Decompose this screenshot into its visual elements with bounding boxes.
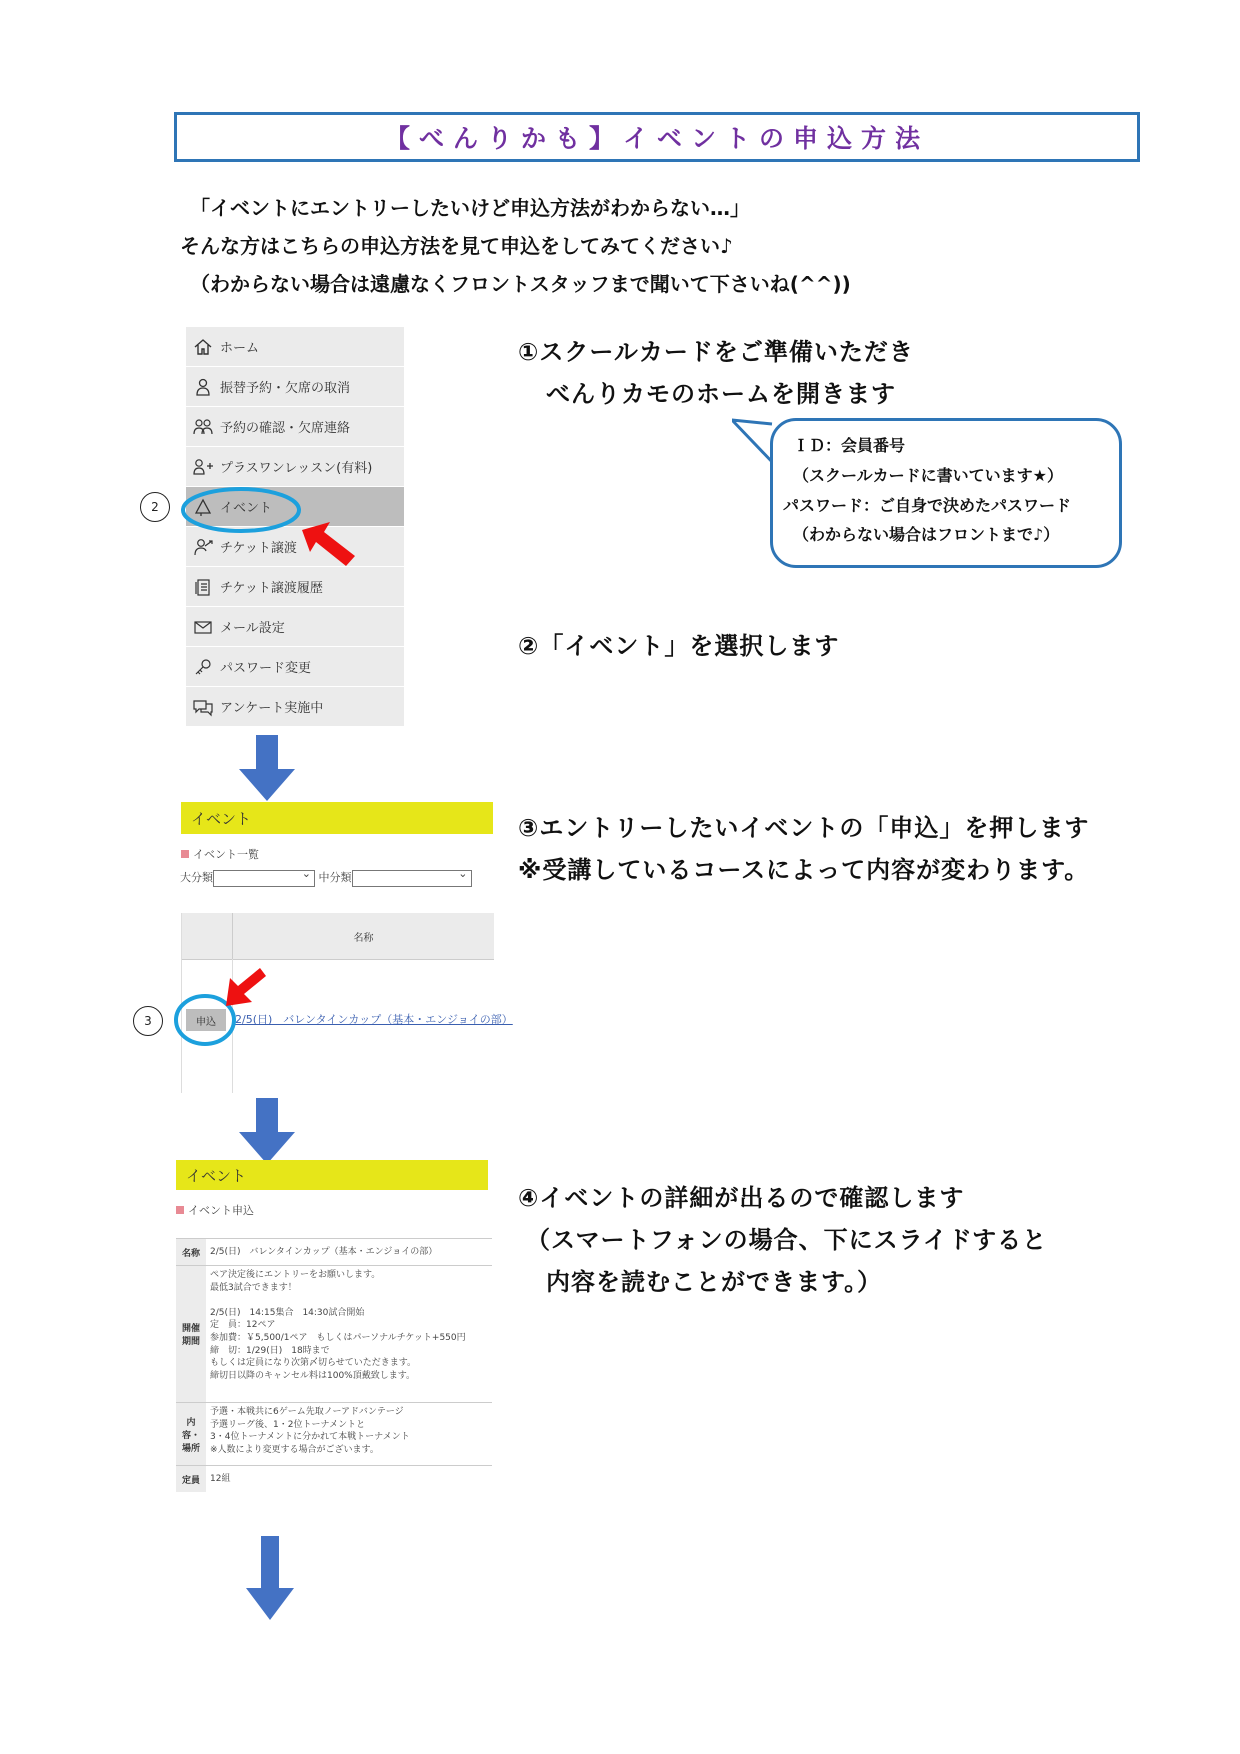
person-icon xyxy=(192,376,214,398)
down-arrow-3 xyxy=(246,1536,294,1620)
detail-line: もしくは定員になり次第〆切らせていただきます。 xyxy=(210,1358,417,1369)
key-icon xyxy=(192,656,214,678)
menu-item-label: パスワード変更 xyxy=(220,661,312,676)
detail-line: 締 切：1/29(日) 18時まで xyxy=(210,1345,330,1356)
detail-line: 予選・本戦共に6ゲーム先取ノーアドバンテージ xyxy=(210,1407,404,1417)
menu-item-label: メール設定 xyxy=(220,621,285,636)
menu-item-mail-settings[interactable] xyxy=(186,607,404,647)
event-detail-section xyxy=(176,1202,254,1218)
menu-item-label: ホーム xyxy=(220,341,260,356)
menu-item-label: 予約の確認・欠席連絡 xyxy=(220,421,351,436)
menu-item-plusone[interactable] xyxy=(186,447,404,487)
detail-line: ※人数により変更する場合がございます。 xyxy=(210,1444,379,1455)
step4-line-1: ④イベントの詳細が出るので確認します xyxy=(518,1184,965,1212)
intro-line-3: （わからない場合は遠慮なくフロントスタッフまで聞いて下さいね(^^)) xyxy=(190,272,851,296)
step3-line-2: ※受講しているコースによって内容が変わります。 xyxy=(518,856,1090,884)
detail-row-capacity xyxy=(176,1465,492,1492)
filter-major-label: 大分類 xyxy=(180,871,213,884)
event-detail-table xyxy=(176,1238,492,1492)
login-info-callout xyxy=(770,418,1122,568)
menu-item-reservations[interactable] xyxy=(186,407,404,447)
event-list-header: イベント xyxy=(181,802,493,834)
menu-item-ticket-history[interactable] xyxy=(186,567,404,607)
intro-line-1: 「イベントにエントリーしたいけど申込方法がわからない…」 xyxy=(190,196,750,220)
handover-icon xyxy=(192,536,214,558)
menu-item-reschedule[interactable] xyxy=(186,367,404,407)
detail-row-label: 定員 xyxy=(176,1466,206,1492)
menu-item-label: アンケート実施中 xyxy=(220,701,324,716)
filter-major-select[interactable] xyxy=(213,870,315,887)
event-filters xyxy=(180,869,472,887)
menu-item-label: 振替予約・欠席の取消 xyxy=(220,381,351,396)
step-marker-2: 2 xyxy=(140,492,170,522)
highlight-ellipse-event xyxy=(178,485,308,535)
event-link[interactable]: 2/5(日) バレンタインカップ（基本・エンジョイの部） xyxy=(235,1013,513,1026)
menu-item-label: チケット譲渡履歴 xyxy=(220,581,323,596)
home-icon xyxy=(192,336,214,358)
step1-line-1: ①スクールカードをご準備いただき xyxy=(518,338,914,366)
chat-icon xyxy=(192,696,214,718)
intro-line-2: そんな方はこちらの申込方法を見て申込をしてみてください♪ xyxy=(180,234,733,258)
menu-item-label: チケット譲渡 xyxy=(220,541,297,556)
apply-column-header xyxy=(182,913,233,959)
people-icon xyxy=(192,416,214,438)
event-list-section-label: イベント一覧 xyxy=(193,848,259,861)
event-detail-section-label: イベント申込 xyxy=(188,1204,254,1217)
callout-password-note: （わからない場合はフロントまで♪） xyxy=(793,525,1060,544)
detail-row-label: 名称 xyxy=(176,1239,206,1265)
menu-item-label: プラスワンレッスン(有料) xyxy=(220,461,373,476)
page-title: 【べんりかも】イベントの申込方法 xyxy=(384,124,929,153)
menu-item-home[interactable] xyxy=(186,327,404,367)
detail-line: 予選リーグ後、1・2位トーナメントと xyxy=(210,1419,366,1430)
apply-button[interactable]: 申込 xyxy=(186,1009,226,1031)
callout-id-note: （スクールカードに書いています★） xyxy=(793,466,1064,485)
step-marker-3: 3 xyxy=(133,1006,163,1036)
detail-row-value: 12組 xyxy=(210,1474,231,1484)
detail-row-content xyxy=(176,1402,492,1465)
detail-line: 3・4位トーナメントに分かれて本戦トーナメント xyxy=(210,1432,410,1443)
detail-line: ペア決定後にエントリーをお願いします。 xyxy=(210,1270,381,1280)
detail-row-label: 内 容・ 場所 xyxy=(176,1403,206,1465)
callout-password-line: パスワード：ご自身で決めたパスワード xyxy=(783,496,1072,515)
callout-id-line: ＩＤ：会員番号 xyxy=(793,436,906,455)
name-column-header: 名称 xyxy=(353,932,374,944)
pointer-arrow-event xyxy=(300,520,360,570)
event-detail-header: イベント xyxy=(176,1160,488,1190)
step3-line-1: ③エントリーしたいイベントの「申込」を押します xyxy=(518,814,1090,842)
event-list-section xyxy=(181,846,259,862)
pointer-arrow-apply xyxy=(222,966,268,1010)
section-square-icon xyxy=(176,1206,184,1214)
filter-minor-select[interactable] xyxy=(352,870,472,887)
detail-line-spacer xyxy=(210,1294,466,1307)
detail-row-period xyxy=(176,1265,492,1402)
section-square-icon xyxy=(181,850,189,858)
title-box xyxy=(174,112,1140,162)
document-icon xyxy=(192,576,214,598)
detail-row-value: 2/5(日) バレンタインカップ（基本・エンジョイの部） xyxy=(210,1247,438,1257)
detail-row-value xyxy=(206,1403,414,1465)
detail-line: 定 員：12ペア xyxy=(210,1320,276,1331)
detail-row-value xyxy=(206,1266,470,1402)
filter-minor-label: 中分類 xyxy=(318,871,352,884)
down-arrow-2 xyxy=(239,1098,295,1164)
detail-row-name xyxy=(176,1238,492,1265)
menu-item-password-change[interactable] xyxy=(186,647,404,687)
menu-item-label: イベント xyxy=(220,501,273,516)
detail-line: 参加費：￥5,500/1ペア もしくはパーソナルチケット+550円 xyxy=(210,1332,466,1343)
detail-line: 2/5(日) 14:15集合 14:30試合開始 xyxy=(210,1307,365,1318)
step2-text: ②「イベント」を選択します xyxy=(518,632,840,660)
step4-line-2: （スマートフォンの場合、下にスライドすると xyxy=(526,1226,1048,1254)
person-plus-icon xyxy=(192,456,214,478)
detail-line: 最低3試合できます！ xyxy=(210,1282,297,1293)
event-list-table-header xyxy=(182,913,494,960)
detail-row-label: 開催 期間 xyxy=(176,1266,206,1402)
step1-line-2: べんりカモのホームを開きます xyxy=(546,380,896,408)
down-arrow-1 xyxy=(239,735,295,801)
step4-line-3: 内容を読むことができます。） xyxy=(546,1268,883,1296)
menu-item-survey[interactable] xyxy=(186,687,404,727)
mail-icon xyxy=(192,616,214,638)
detail-line: 締切日以降のキャンセル料は100%頂戴致します。 xyxy=(210,1370,416,1381)
